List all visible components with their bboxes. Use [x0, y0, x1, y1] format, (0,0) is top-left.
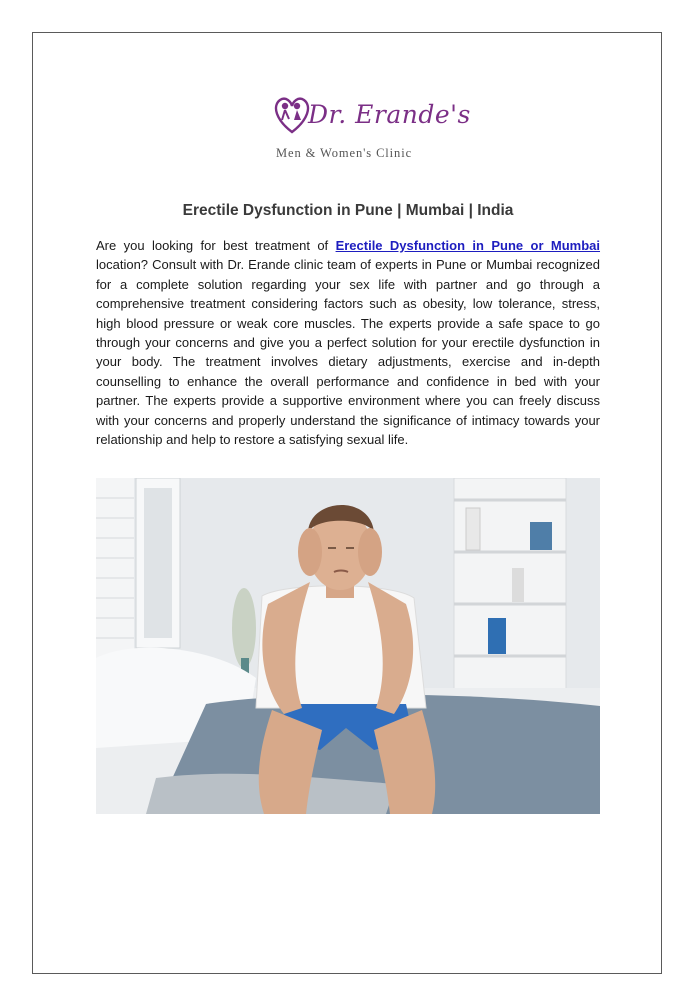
body-text: location? Consult with Dr. Erande clinic team of experts in Pune or Mumbai recognized for a complete solution regarding your sex life with partner and go through a comprehensive treatment considering factors such as obesity, low tolerance, stress, high blood pressure or weak core muscles. The experts provide a safe space to go through your concerns and give you a perfect solution for your erectile dysfunction in your body. The treatment involves dietary adjustments, exercise and in-depth counselling to enhance the overall performance and confidence in bed with your partner. The experts provide a supportive environment where you can freely discuss with your concerns and properly understand the significance of intimacy towards your relationship and help to restore a satisfying sexual life.	[96, 257, 600, 448]
article-body	[96, 236, 600, 449]
page-title: Erectile Dysfunction in Pune | Mumbai | India	[182, 202, 514, 219]
article-photo	[96, 478, 600, 814]
intro-text: Are you looking for best treatment of	[96, 238, 336, 253]
clinic-logo[interactable]	[270, 92, 471, 162]
logo-wordmark: Dr. Erande's	[308, 100, 471, 129]
man-holding-head-icon	[96, 478, 600, 814]
erectile-dysfunction-link[interactable]: Erectile Dysfunction in Pune or Mumbai	[335, 238, 601, 253]
logo-tagline: Men & Women's Clinic	[276, 146, 413, 160]
